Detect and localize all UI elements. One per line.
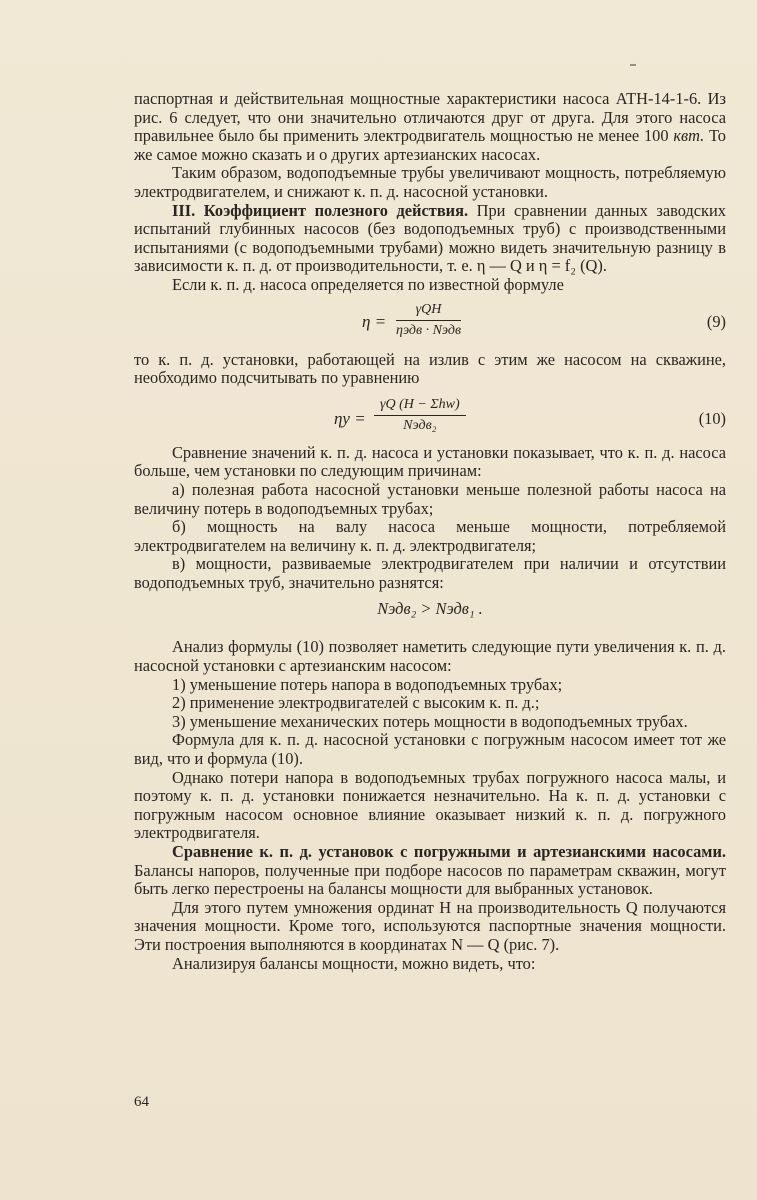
paragraph-8: Формула для к. п. д. насосной установки с погружным насосом имеет тот же вид, что и формула (10). — [134, 730, 726, 769]
p10-text: Балансы напоров, полученные при подборе насосов по параметрам скважин, могут быть легко перестроены на балансы мощности для выбранных установок. — [134, 860, 726, 899]
formula-10-lhs: ηу = — [334, 408, 366, 428]
body-text — [134, 90, 726, 973]
formula-10-number: (10) — [698, 408, 726, 428]
way-2: 2) применение электродвигателей с высоким к. п. д.; — [172, 693, 540, 713]
section-heading-efficiency: III. Коэффициент полезного действия. — [172, 200, 469, 220]
p1-text: паспортная и действительная мощностные характеристики насоса АТН-14-1-6. Из рис. 6 следует, что они значительно отличаются друг от друга. Для этого насоса правильнее было бы применить электродвигатель мощностью не менее 100 — [134, 89, 726, 146]
inequality-formula: Nэдв₂ > Nэдв₁ . — [377, 599, 483, 619]
formula-10 — [134, 388, 726, 444]
print-speck — [630, 64, 636, 66]
paragraph-12: Анализируя балансы мощности, можно видеть, что: — [172, 953, 536, 973]
paragraph-7: Анализ формулы (10) позволяет наметить следующие пути увеличения к. п. д. насосной установки с артезианским насосом: — [134, 637, 726, 676]
formula-9-denominator: ηэдв · Nэдв — [396, 323, 462, 339]
page-number: 64 — [134, 1094, 149, 1110]
way-1: 1) уменьшение потерь напора в водоподъемных трубах; — [172, 674, 563, 694]
paragraph-2: Таким образом, водоподъемные трубы увеличивают мощность, потребляемую электродвигателем, и снижают к. п. д. насосной установки. — [134, 163, 726, 201]
formula-10-numerator: γQ (H − Σhw) — [374, 396, 466, 417]
paragraph-4: Если к. п. д. насоса определяется по известной формуле — [172, 274, 564, 294]
formula-9-numerator: γQH — [396, 301, 461, 322]
formula-9-number: (9) — [706, 311, 726, 331]
paragraph-1 — [134, 90, 726, 164]
formula-9-lhs: η = — [362, 311, 387, 331]
reason-b: б) мощность на валу насоса меньше мощности, потребляемой электродвигателем на величину к. п. д. электродвигателя; — [134, 517, 726, 555]
unit-kvt: квт. — [673, 126, 705, 146]
paragraph-6: Сравнение значений к. п. д. насоса и установки показывает, что к. п. д. насоса больше, чем установки по следующим причинам: — [134, 442, 726, 481]
formula-10-denominator: Nэдв₂ — [403, 418, 437, 434]
p3-text: При сравнении данных заводских испытаний глубинных насосов (без водоподъемных труб) с производственными испытаниями (с водоподъемными трубами) можно видеть значительную разницу в зависимости к. п. д. от производительности, т. е. η — Q и η = f₂ (Q). — [134, 200, 726, 276]
p1-end: То же самое можно сказать и о других артезианских насосах. — [134, 126, 727, 164]
way-3: 3) уменьшение механических потерь мощности в водоподъемных трубах. — [172, 711, 688, 731]
paragraph-11: Для этого путем умножения ординат H на производительность Q получаются значения мощности. Кроме того, используются паспортные значения мощности. Эти построения выполняются в координатах N — Q (рис. 7). — [134, 897, 726, 954]
reason-c: в) мощности, развиваемые электродвигателем при наличии и отсутствии водоподъемных труб, значительно разнятся: — [134, 554, 726, 592]
reason-a: а) полезная работа насосной установки меньше полезной работы насоса на величину потерь в водоподъемных трубах; — [134, 479, 726, 518]
paragraph-9: Однако потери напора в водоподъемных трубах погружного насоса малы, и поэтому к. п. д. установки понижается незначительно. На к. п. д. установки с погружным насосом основное влияние оказывает низкий к. п. д. погружного электродвигателя. — [134, 767, 726, 843]
formula-9-fraction — [396, 301, 461, 341]
paragraph-5: то к. п. д. установки, работающей на излив с этим же насосом на скважине, необходимо подсчитывать по уравнению — [134, 349, 726, 388]
formula-10-fraction — [374, 396, 466, 436]
paragraph-3 — [134, 202, 726, 276]
paragraph-10 — [134, 843, 726, 899]
formula-9 — [134, 295, 726, 351]
section-heading-comparison: Сравнение к. п. д. установок с погружными и артезианскими насосами. — [172, 842, 726, 861]
